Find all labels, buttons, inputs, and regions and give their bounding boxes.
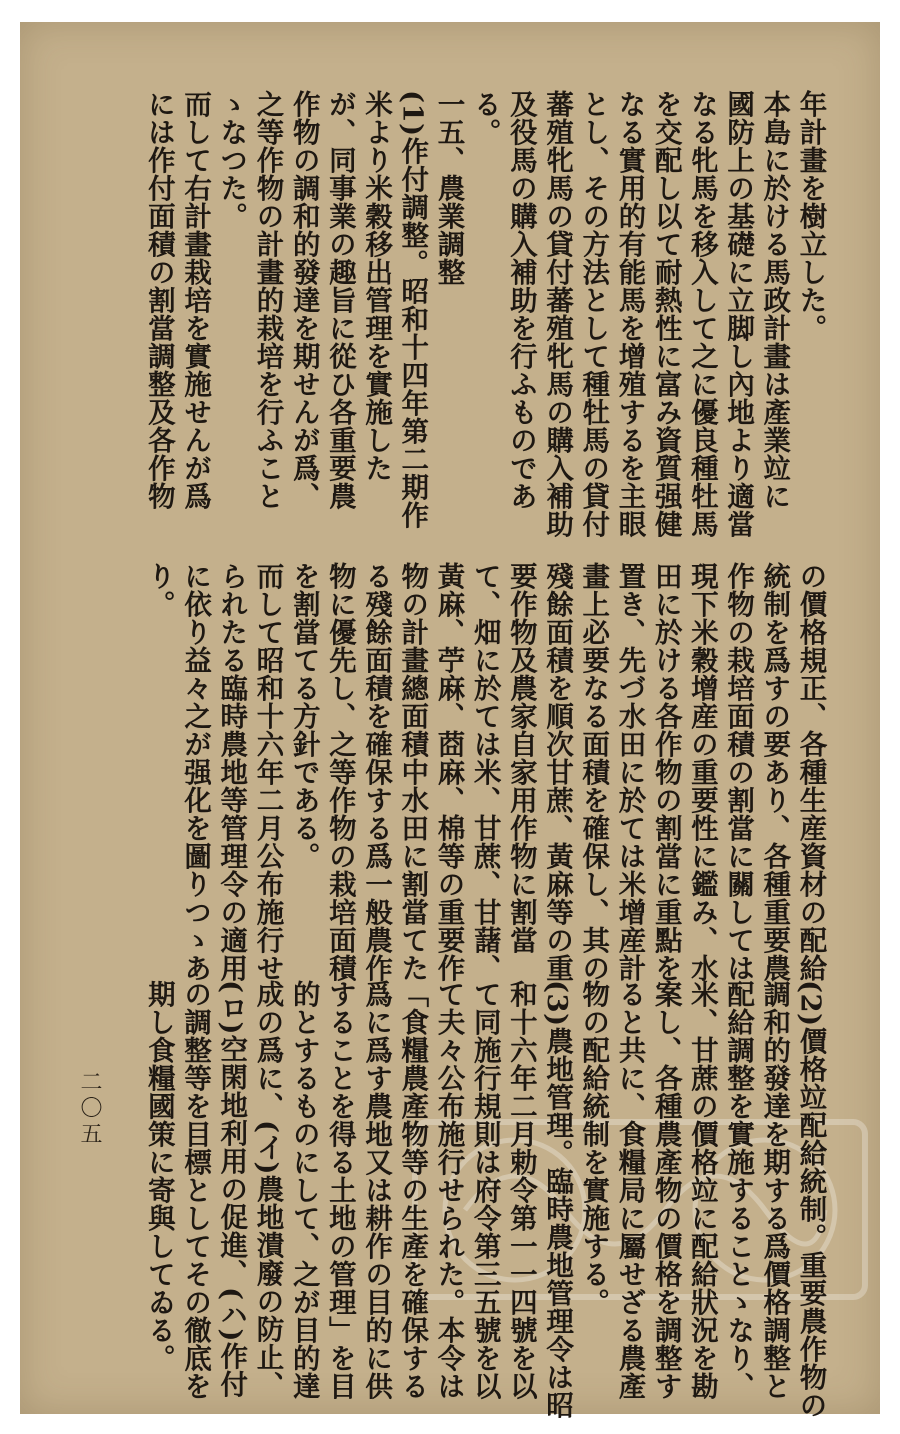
upper-text-line-7: 畫上必要なる面積を確保し、其の — [577, 562, 610, 982]
page-number: 二〇五 — [77, 1070, 102, 1148]
lower-text-line-1: (2)價格竝配給統制。重要農作物の — [794, 980, 827, 1419]
lower-text-line-19: 期し食糧國策に寄與してゐる。 — [142, 980, 175, 1372]
upper-left-line-13: 米より米穀移出管理を實施した — [360, 90, 393, 482]
book-page — [20, 22, 880, 1419]
upper-left-line-12: (1)作付調整。昭和十四年第二期作 — [396, 90, 429, 529]
upper-text-line-19: り。 — [142, 562, 175, 618]
upper-left-line-8: 蕃殖牝馬の貸付蕃殖牝馬の購入補助 — [541, 90, 574, 538]
lower-text-line-18: の調整等を目標としてその徹底を — [179, 980, 212, 1400]
lower-text-line-5: 案し、各種農產物の價格を調整す — [649, 980, 682, 1400]
upper-left-line-5: を交配し以て耐熱性に富み資質强健 — [649, 90, 682, 538]
upper-text-line-14: 物に優先し、之等作物の栽培面積 — [323, 562, 356, 982]
upper-left-line-15: 作物の調和的發達を期せんが爲、 — [287, 90, 320, 510]
upper-left-line-7: とし、その方法として種牡馬の貸付 — [577, 90, 610, 538]
lower-text-line-14: することを得る土地の管理」を目 — [323, 980, 356, 1400]
upper-left-line-9: 及役馬の購入補助を行ふものであ — [504, 90, 537, 510]
upper-left-line-10: る。 — [468, 90, 501, 146]
lower-text-line-10: て同施行規則は府令第三五號を以 — [468, 980, 501, 1400]
lower-text-line-6: ると共に、食糧局に屬せざる農產 — [613, 980, 646, 1400]
lower-text-line-13: 爲に爲す農地又は耕作の目的に供 — [360, 980, 393, 1400]
upper-left-line-1: 年計畫を樹立した。 — [794, 90, 827, 342]
upper-left-line-18: 而して右計畫栽培を實施せんが爲 — [179, 90, 212, 510]
upper-text-line-3: 作物の栽培面積の割當に關しては — [722, 562, 755, 982]
lower-text-line-7: 物の配給統制を實施する。 — [577, 980, 610, 1316]
lower-text-line-17: (ロ)空閑地利用の促進、(ハ)作付 — [215, 980, 248, 1399]
upper-left-line-16: 之等作物の計畫的栽培を行ふこと — [251, 90, 284, 510]
lower-text-line-2: 調和的發達を期する爲價格調整と — [758, 980, 791, 1400]
upper-left-line-14: が、同事業の趣旨に從ひ各重要農 — [323, 90, 356, 510]
upper-text-line-15: を割當てる方針である。 — [287, 562, 320, 870]
lower-text-line-12: 「食糧農產物等の生產を確保する — [396, 980, 429, 1400]
lower-text-line-3: 配給調整を實施することゝなり、 — [722, 980, 755, 1400]
upper-left-line-2: 本島に於ける馬政計畫は產業竝に — [758, 90, 791, 510]
lower-text-line-4: 米、甘蔗の價格竝に配給狀況を勘 — [685, 980, 718, 1400]
lower-text-line-11: て夫々公布施行せられた。本令は — [432, 980, 465, 1400]
upper-text-line-2: 統制を爲すの要あり、各種重要農 — [758, 562, 791, 982]
upper-text-line-4: 現下米穀增産の重要性に鑑み、水 — [685, 562, 718, 982]
upper-text-line-9: 要作物及農家自家用作物に割當 — [504, 562, 537, 954]
upper-left-line-17: ゝなつた。 — [215, 90, 248, 230]
upper-text-line-6: 置き、先づ水田に於ては米增産計 — [613, 562, 646, 982]
upper-text-line-5: 田に於ける各作物の割當に重點を — [649, 562, 682, 982]
lower-text-line-15: 的とするものにして、之が目的達 — [287, 980, 320, 1400]
upper-text-line-18: に依り益々之が强化を圖りつゝあ — [179, 562, 212, 982]
upper-text-line-13: る殘餘面積を確保する爲一般農作 — [360, 562, 393, 982]
upper-text-line-12: 物の計畫總面積中水田に割當てた — [396, 562, 429, 982]
lower-text-line-8: (3)農地管理。臨時農地管理令は昭 — [541, 980, 574, 1419]
upper-left-line-19: には作付面積の割當調整及各作物 — [142, 90, 175, 510]
upper-text-line-8: 殘餘面積を順次甘蔗、黃麻等の重 — [541, 562, 574, 982]
upper-text-line-16: 而して昭和十六年二月公布施行せ — [251, 562, 284, 982]
lower-text-line-9: 和十六年二月勅令第一一四號を以 — [504, 980, 537, 1400]
upper-text-line-10: て、畑に於ては米、甘蔗、甘藷、 — [468, 562, 501, 982]
upper-text-line-17: られたる臨時農地等管理令の適用 — [215, 562, 248, 982]
upper-left-line-11: 一五、農業調整 — [432, 90, 465, 286]
upper-text-line-1: の價格規正、各種生産資材の配給 — [794, 562, 827, 982]
upper-left-line-4: なる牝馬を移入して之に優良種牡馬 — [685, 90, 718, 538]
lower-text-line-16: 成の爲に、(イ)農地潰廢の防止、 — [251, 980, 284, 1400]
upper-left-line-3: 國防上の基礎に立脚し內地より適當 — [722, 90, 755, 538]
upper-left-line-6: なる實用的有能馬を增殖するを主眼 — [613, 90, 646, 538]
upper-text-line-11: 黃麻、苧麻、莔麻、棉等の重要作 — [432, 562, 465, 982]
